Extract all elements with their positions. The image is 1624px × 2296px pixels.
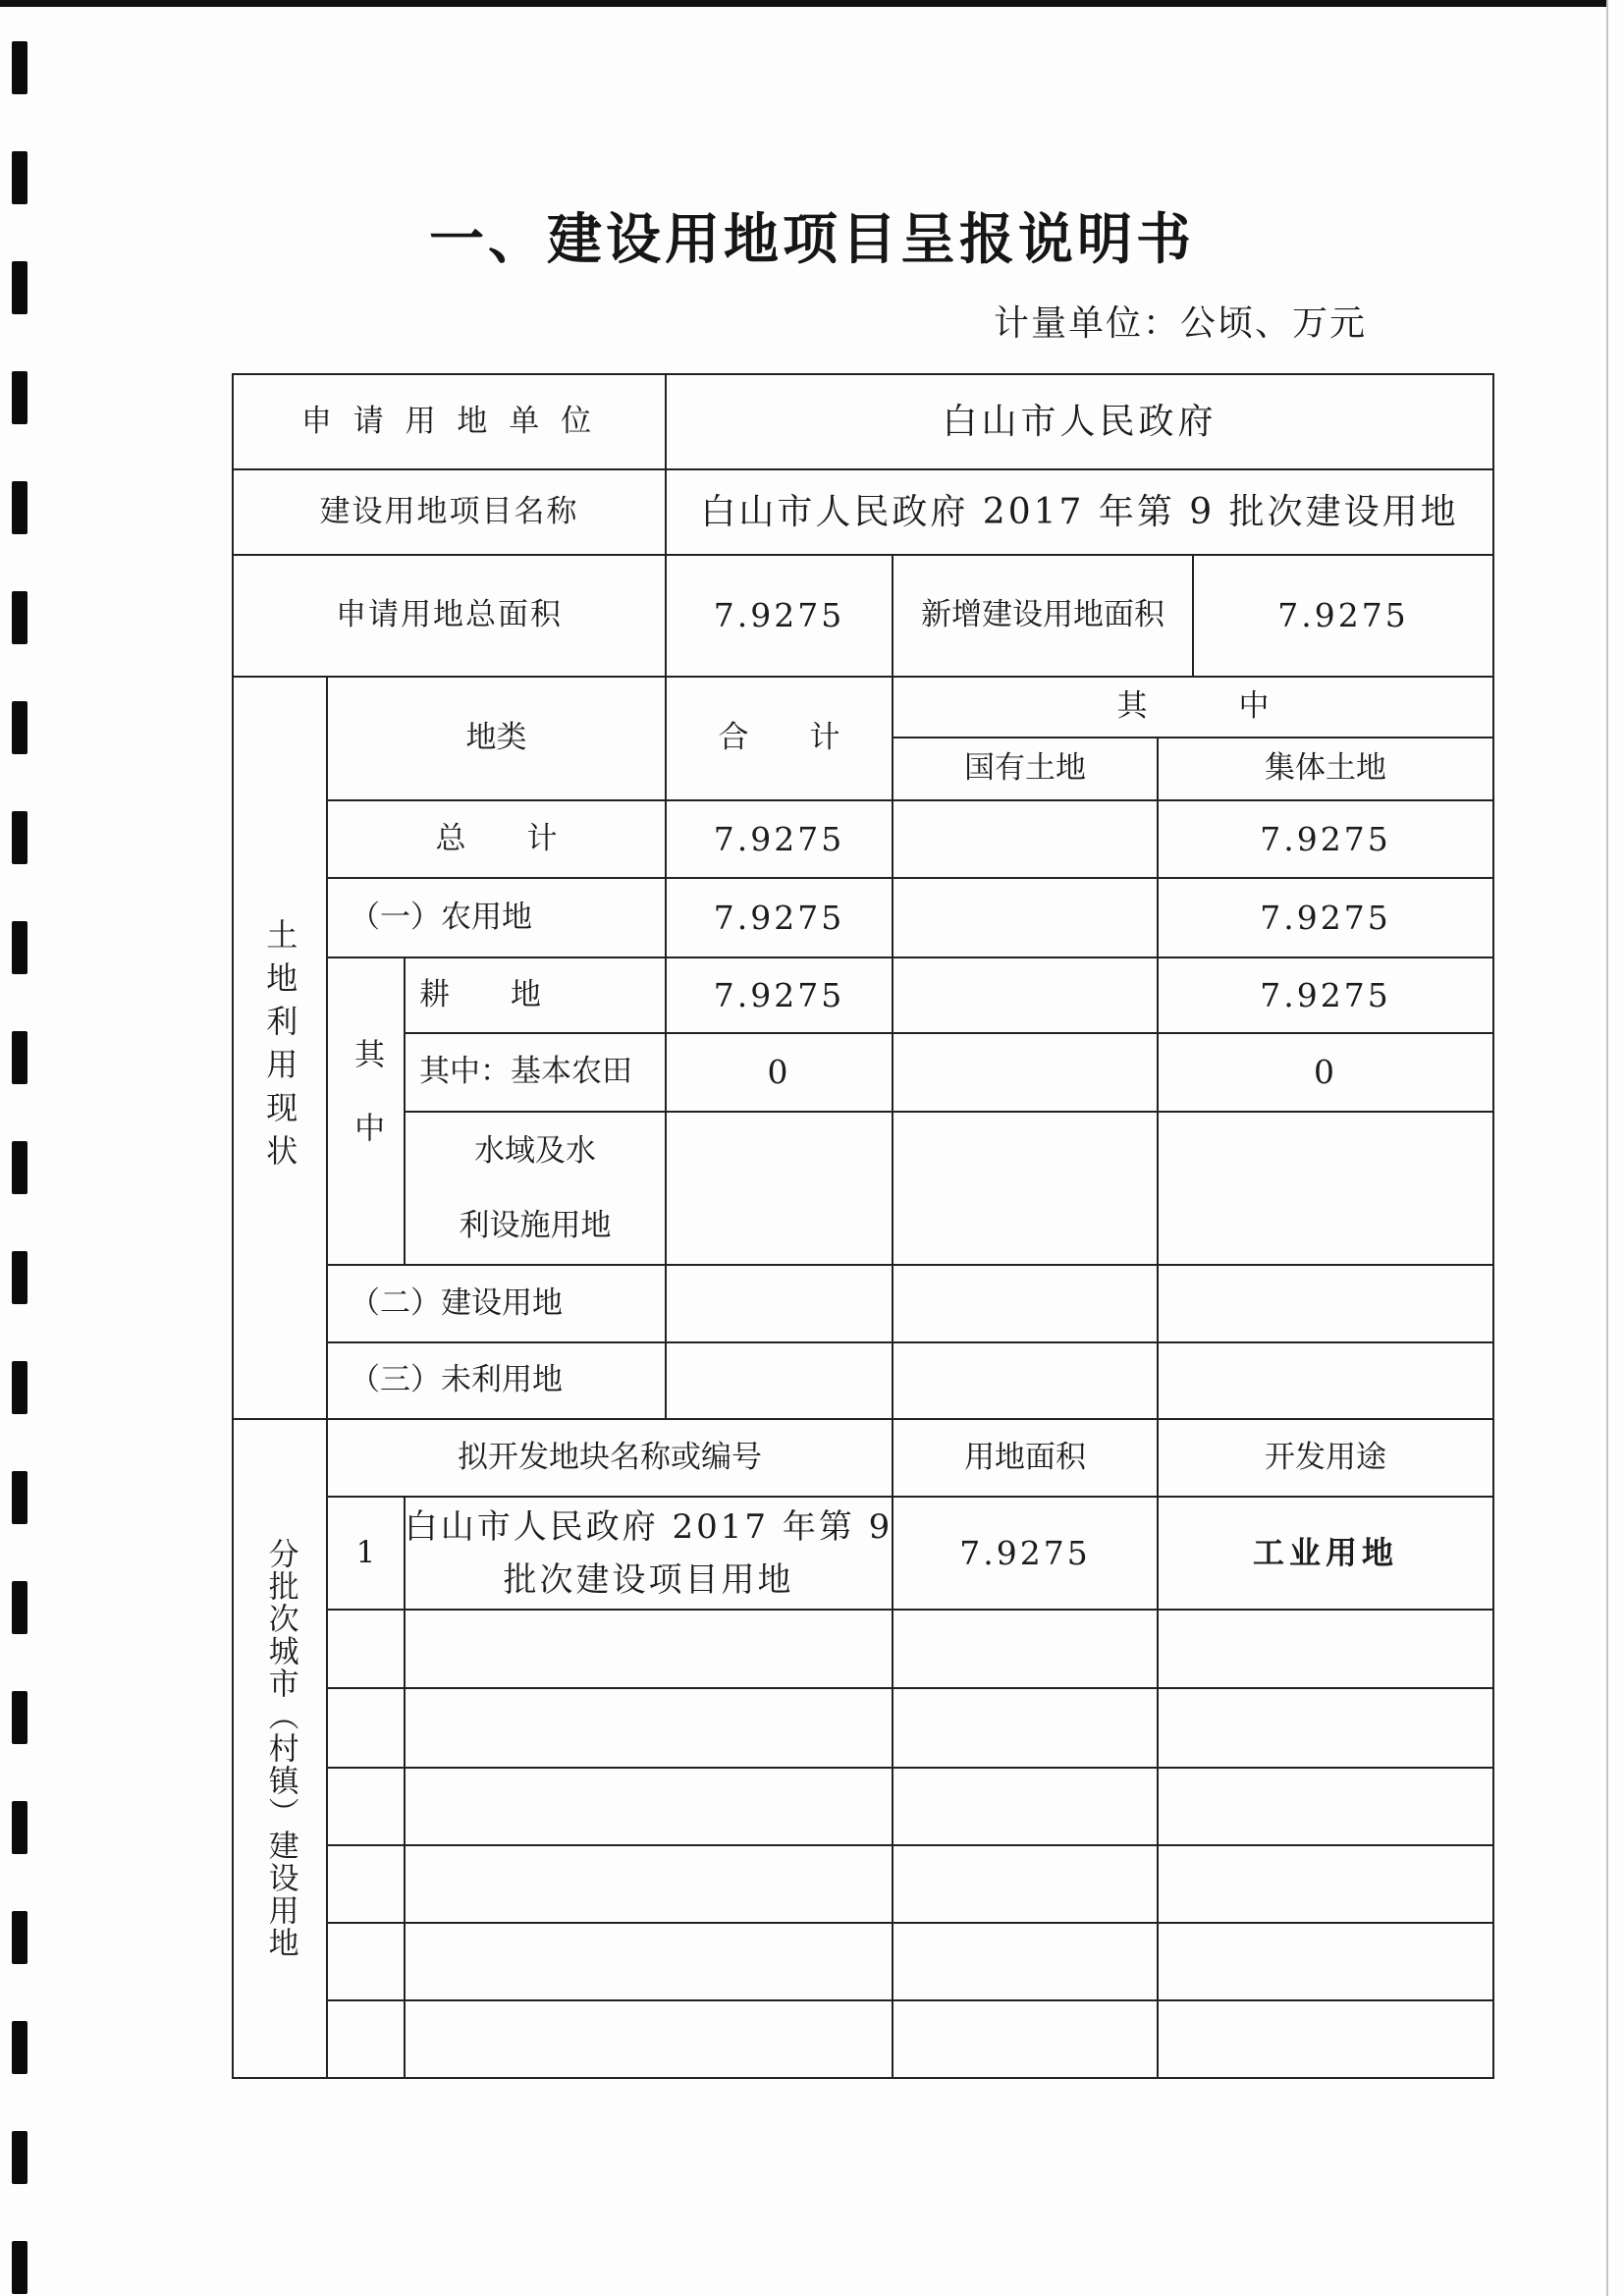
applicant-label: 申 请 用 地 单 位 [300, 403, 598, 439]
binding-hole-mark [12, 811, 27, 864]
applicant-value-cell [665, 373, 1494, 470]
binding-hole-mark [12, 2131, 27, 2184]
row-cultivated-collective-cell [1157, 957, 1494, 1034]
row-unused-state-cell [892, 1341, 1159, 1420]
batch-header-use-cell [1157, 1418, 1494, 1498]
row-agricultural-total-cell [665, 877, 893, 958]
empty-batch-name-cell [404, 1844, 893, 1924]
binding-hole-mark [12, 1471, 27, 1524]
new-area-label-cell [892, 554, 1194, 678]
empty-batch-use-cell [1157, 1609, 1494, 1689]
batch-row-use-cell [1157, 1496, 1494, 1611]
measurement-unit: 计量单位：公顷、万元 [994, 303, 1368, 344]
empty-batch-name-cell [404, 1999, 893, 2079]
empty-batch-use-cell [1157, 1844, 1494, 1924]
empty-batch-index-cell [326, 1609, 406, 1689]
row-agricultural-label: （一）农用地 [350, 899, 532, 935]
binding-hole-mark [12, 1251, 27, 1304]
empty-batch-name-cell [404, 1609, 893, 1689]
row-basic-farmland-label-cell [404, 1032, 667, 1113]
binding-hole-mark [12, 1581, 27, 1634]
row-water-label-line-1: 水域及水 [474, 1133, 596, 1169]
batch-section-cell [232, 1418, 328, 2079]
row-construction-label: （二）建设用地 [350, 1285, 563, 1321]
batch-section-label: 分批次城市（村镇）建设用地 [262, 1538, 298, 1959]
empty-batch-use-cell [1157, 1767, 1494, 1846]
empty-batch-name-cell [404, 1687, 893, 1769]
batch-row-name-line-2: 批次建设项目用地 [503, 1559, 794, 1600]
row-agricultural-label-cell [326, 877, 667, 958]
row-basic-farmland-state-cell [892, 1032, 1159, 1113]
batch-header-name-cell [326, 1418, 893, 1498]
row-cultivated-label: 耕 地 [419, 976, 541, 1012]
new-area-value-cell [1192, 554, 1494, 678]
binding-hole-mark [12, 1141, 27, 1194]
batch-header-area: 用地面积 [964, 1439, 1086, 1475]
batch-row-area-cell [892, 1496, 1159, 1611]
row-grand-total-total-cell [665, 799, 893, 879]
batch-header-use: 开发用途 [1265, 1439, 1386, 1475]
empty-batch-use-cell [1157, 1922, 1494, 2001]
binding-hole-mark [12, 481, 27, 534]
empty-batch-index-cell [326, 1922, 406, 2001]
row-agricultural-collective: 7.9275 [1260, 898, 1391, 937]
document-title: 一、建设用地项目呈报说明书 [429, 208, 1195, 272]
row-water-label-line-2: 利设施用地 [459, 1208, 612, 1243]
header-state-owned-cell [892, 737, 1159, 801]
empty-batch-index-cell [326, 1687, 406, 1769]
binding-hole-mark [12, 2021, 27, 2074]
subgroup-label-cell [326, 957, 406, 1266]
row-unused-collective-cell [1157, 1341, 1494, 1420]
total-area-value-cell [665, 554, 893, 678]
binding-hole-mark [12, 1361, 27, 1414]
binding-hole-mark [12, 1911, 27, 1964]
row-basic-farmland-total-cell [665, 1032, 893, 1113]
row-grand-total-total: 7.9275 [713, 819, 845, 858]
row-cultivated-total: 7.9275 [713, 975, 845, 1014]
row-agricultural-collective-cell [1157, 877, 1494, 958]
header-category: 地类 [465, 720, 527, 756]
header-total: 合 计 [718, 720, 840, 756]
binding-hole-mark [12, 2241, 27, 2294]
binding-hole-mark [12, 41, 27, 94]
empty-batch-area-cell [892, 1844, 1159, 1924]
row-water-total-cell [665, 1111, 893, 1266]
binding-hole-mark [12, 151, 27, 204]
batch-row-use: 工业用地 [1252, 1534, 1398, 1572]
subgroup-label: 其中 [349, 1037, 385, 1185]
project-label-cell [232, 468, 667, 556]
empty-batch-area-cell [892, 1609, 1159, 1689]
row-basic-farmland-collective: 0 [1314, 1053, 1337, 1092]
row-agricultural-state-cell [892, 877, 1159, 958]
row-cultivated-state-cell [892, 957, 1159, 1034]
scan-top-edge [0, 0, 1606, 7]
row-water-state-cell [892, 1111, 1159, 1266]
binding-hole-mark [12, 1691, 27, 1744]
empty-batch-name-cell [404, 1767, 893, 1846]
row-grand-total-label: 总 计 [435, 820, 558, 856]
header-category-cell [326, 676, 667, 801]
empty-batch-name-cell [404, 1922, 893, 2001]
row-water-collective-cell [1157, 1111, 1494, 1266]
empty-batch-area-cell [892, 1767, 1159, 1846]
row-grand-total-state-cell [892, 799, 1159, 879]
applicant-label-cell [232, 373, 667, 470]
empty-batch-area-cell [892, 1687, 1159, 1769]
row-unused-total-cell [665, 1341, 893, 1420]
row-basic-farmland-total: 0 [767, 1053, 791, 1092]
empty-batch-index-cell [326, 1844, 406, 1924]
total-area-value: 7.9275 [713, 596, 845, 635]
header-collective-cell [1157, 737, 1494, 801]
land-status-section-cell [232, 676, 328, 1420]
batch-row-index: 1 [355, 1534, 376, 1570]
header-total-cell [665, 676, 893, 801]
empty-batch-index-cell [326, 1999, 406, 2079]
empty-batch-area-cell [892, 1999, 1159, 2079]
row-construction-state-cell [892, 1264, 1159, 1343]
batch-header-name: 拟开发地块名称或编号 [458, 1439, 762, 1475]
binding-hole-mark [12, 1801, 27, 1854]
batch-row-area: 7.9275 [959, 1533, 1091, 1572]
row-basic-farmland-label: 其中：基本农田 [419, 1054, 632, 1090]
row-cultivated-collective: 7.9275 [1260, 975, 1391, 1014]
total-area-label-cell [232, 554, 667, 678]
batch-row-index-cell [326, 1496, 406, 1611]
applicant-value: 白山市人民政府 [942, 401, 1218, 442]
row-construction-label-cell [326, 1264, 667, 1343]
new-area-label: 新增建设用地面积 [921, 597, 1164, 633]
row-water-label-cell [404, 1111, 667, 1266]
header-of-which-cell [892, 676, 1494, 738]
empty-batch-index-cell [326, 1767, 406, 1846]
project-value: 白山市人民政府 2017 年第 9 批次建设用地 [700, 491, 1459, 532]
new-area-value: 7.9275 [1277, 596, 1409, 635]
row-cultivated-label-cell [404, 957, 667, 1034]
row-construction-collective-cell [1157, 1264, 1494, 1343]
land-status-section-label: 土地利用现状 [261, 918, 299, 1177]
row-construction-total-cell [665, 1264, 893, 1343]
row-unused-label: （三）未利用地 [350, 1362, 563, 1398]
project-value-cell [665, 468, 1494, 556]
row-unused-label-cell [326, 1341, 667, 1420]
batch-header-area-cell [892, 1418, 1159, 1498]
empty-batch-use-cell [1157, 1999, 1494, 2079]
total-area-label: 申请用地总面积 [336, 597, 563, 633]
row-agricultural-total: 7.9275 [713, 898, 845, 937]
scan-right-edge [1606, 0, 1608, 2296]
row-basic-farmland-collective-cell [1157, 1032, 1494, 1113]
binding-hole-mark [12, 371, 27, 424]
binding-hole-mark [12, 1031, 27, 1084]
batch-row-name-cell [404, 1496, 893, 1611]
header-collective: 集体土地 [1265, 750, 1386, 787]
batch-row-name-line-1: 白山市人民政府 2017 年第 9 [404, 1506, 893, 1547]
row-grand-total-collective-cell [1157, 799, 1494, 879]
empty-batch-use-cell [1157, 1687, 1494, 1769]
header-of-which: 其 中 [1116, 688, 1270, 725]
row-cultivated-total-cell [665, 957, 893, 1034]
binding-hole-mark [12, 701, 27, 754]
binding-hole-mark [12, 921, 27, 974]
header-state-owned: 国有土地 [964, 750, 1086, 787]
row-grand-total-label-cell [326, 799, 667, 879]
binding-hole-mark [12, 591, 27, 644]
empty-batch-area-cell [892, 1922, 1159, 2001]
row-grand-total-collective: 7.9275 [1260, 819, 1391, 858]
project-label: 建设用地项目名称 [319, 493, 579, 529]
